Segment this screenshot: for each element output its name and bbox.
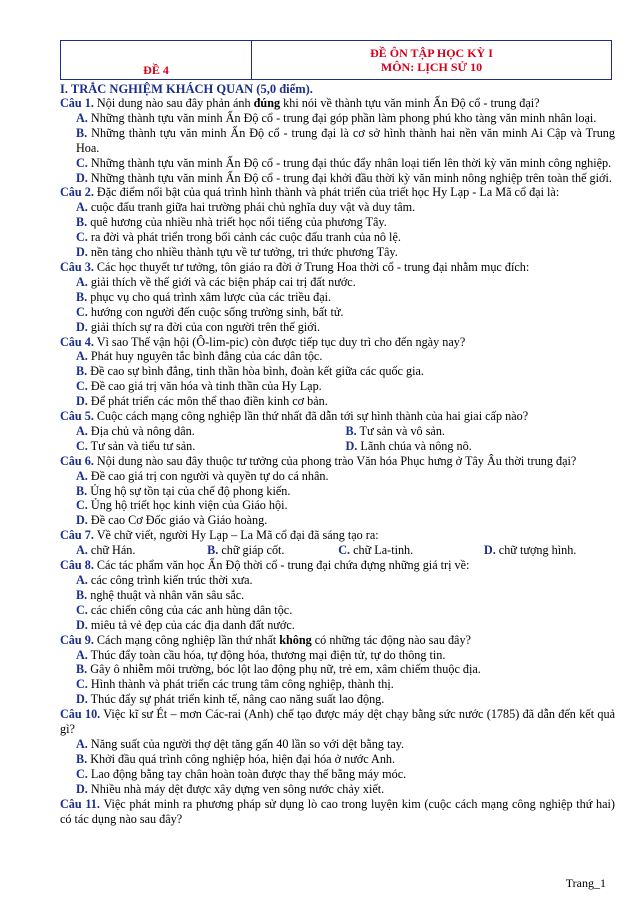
option-letter: A. [76,736,88,751]
option-letter: D. [76,170,88,185]
option-letter: C. [76,230,88,245]
option-letter: A. [76,200,88,215]
option-text: Nhiều nhà máy dệt được xây dựng ven sông nước chảy xiết. [87,781,385,796]
option-letter: A. [76,423,88,438]
question-text: khi nói về thành tựu văn minh Ấn Độ cổ - trung đại? [280,96,540,110]
answer-option-row [60,439,615,454]
answer-option [338,543,484,558]
option-letter: B. [76,662,88,677]
answer-option [60,752,615,767]
answer-option [60,573,615,588]
answer-option [60,215,615,230]
option-letter: A. [76,468,88,483]
answer-option [60,171,615,186]
option-text: Địa chủ và nông dân. [87,423,195,438]
option-text: nghệ thuật và nhân văn sâu sắc. [87,587,245,602]
option-letter: D. [76,513,88,528]
answer-option [60,156,615,171]
question-stem [60,528,615,543]
answer-option [60,111,615,126]
question-text: Các tác phẩm văn học Ấn Độ thời cổ - trung đại chứa đựng những giá trị về: [93,558,470,573]
answer-option-row [60,543,615,558]
question-number: Câu 1. [60,96,94,110]
answer-option [207,543,338,558]
option-text: Tư sản và tiểu tư sản. [87,438,196,453]
answer-option [484,543,615,558]
question-number: Câu 2. [60,185,94,200]
option-letter: B. [345,423,357,438]
question-emphasis: đúng [253,96,281,110]
option-letter: B. [207,543,219,558]
option-text: Đề cao sự bình đẳng, tinh thần hòa bình, đoàn kết giữa các quốc gia. [87,364,424,379]
question-text: Nội dung nào sau đây thuộc tư tưởng của phong trào Văn hóa Phục hưng ở Tây Âu thời trung đại? [93,453,577,468]
option-text: Thúc đẩy toàn cầu hóa, tự động hóa, thương mại điện tử, tự do thông tin. [87,647,446,662]
question-emphasis: không [279,632,312,647]
answer-option [60,737,615,752]
option-letter: D. [76,781,88,796]
option-text: Đề cao giá trị văn hóa và tinh thần của Hy Lạp. [87,379,322,394]
answer-option [346,439,616,454]
option-letter: D. [345,438,358,453]
option-letter: D. [76,617,88,632]
option-text: Những thành tựu văn minh Ấn Độ cổ - trung đại góp phần làm phong phú kho tàng văn minh nhân loại. [87,110,597,125]
option-letter: C. [76,379,88,394]
answer-option [60,349,615,364]
option-letter: D. [76,692,88,707]
answer-option [60,379,615,394]
question-number: Câu 7. [60,528,94,543]
option-letter: D. [76,394,88,409]
exam-header-table [60,40,612,80]
question-text: Về chữ viết, người Hy Lạp – La Mã cổ đại đã sáng tạo ra: [93,528,379,543]
option-text: Khởi đầu quá trình công nghiệp hóa, hiện đại hóa ở nước Anh. [87,751,396,766]
question-text: Cuộc cách mạng công nghiệp lần thứ nhất đã dẫn tới sự hình thành của hai giai cấp nào? [93,409,529,424]
option-text: các công trình kiến trúc thời xưa. [87,573,253,587]
answer-option [76,439,346,454]
question-stem [60,707,615,737]
answer-option [60,320,615,335]
answer-option [60,677,615,692]
question-text: Các học thuyết tư tưởng, tôn giáo ra đời ở Trung Hoa thời cổ - trung đại nhằm mục đích: [93,259,530,274]
answer-option [60,394,615,409]
option-text: Những thành tựu văn minh Ấn Độ cổ - trung đại thúc đẩy nhân loại tiến lên thời kỳ văn minh công nghiệp. [87,155,612,170]
answer-option [60,290,615,305]
option-letter: C. [76,438,88,453]
option-letter: C. [76,304,88,319]
question-text: có những tác động nào sau đây? [311,632,471,647]
answer-option [60,603,615,618]
option-letter: B. [76,289,88,304]
option-letter: B. [76,215,88,230]
option-text: Tư sản và vô sản. [356,423,445,438]
answer-option [60,588,615,603]
option-letter: A. [76,110,88,125]
option-letter: C. [76,766,88,781]
question-text: Vì sao Thế vận hội (Ô-lim-pic) còn được tiếp tục duy trì cho đến ngày nay? [93,334,466,349]
option-text: nền tảng cho nhiều thành tựu về tư tưởng, tri thức phương Tây. [87,245,398,260]
option-text: Những thành tựu văn minh Ấn Độ cổ - trung đại là cơ sở hình thành hai nền văn minh Ai Cập và Trung Hoa. [76,125,615,155]
answer-option [60,305,615,320]
option-text: phục vụ cho quá trình xâm lược của các triều đại. [87,289,332,304]
option-text: Đề cao giá trị con người và quyền tự do cá nhân. [87,468,329,483]
question-text: Đặc điểm nổi bật của quá trình hình thành và phát triển của triết học Hy Lạp - La Mã cổ đại là: [93,185,560,200]
question-number: Câu 4. [60,334,94,349]
option-letter: A. [76,349,88,364]
question-stem [60,633,615,648]
answer-option [60,230,615,245]
option-text: Thúc đẩy sự phát triển kinh tế, nâng cao năng suất lao động. [87,692,385,707]
question-list [60,96,615,826]
question-text: Nội dung nào sau đây phản ánh [93,96,254,110]
option-text: miêu tả vẻ đẹp của các địa danh đất nước. [87,617,295,632]
option-letter: A. [76,573,88,587]
option-letter: A. [76,647,88,662]
option-text: Lao động bằng tay chân hoàn toàn được thay thế bằng máy móc. [87,766,407,781]
question-number: Câu 6. [60,453,94,468]
option-text: chữ Hán. [87,543,136,558]
answer-option [60,200,615,215]
option-letter: D. [76,319,88,334]
option-text: Đề cao Cơ Đốc giáo và Giáo hoàng. [87,513,268,528]
option-text: Những thành tựu văn minh Ấn Độ cổ - trung đại khởi đầu thời kỳ văn minh nông nghiệp trên toàn thế giới. [87,170,612,185]
option-letter: D. [483,543,496,558]
option-text: Phát huy nguyên tắc bình đẳng của các dân tộc. [87,349,323,364]
option-text: Để phát triển các môn thể thao điền kinh cơ bản. [87,394,328,409]
question-stem [60,96,615,111]
answer-option [60,275,615,290]
option-letter: C. [76,155,88,170]
option-letter: B. [76,587,88,602]
answer-option [60,618,615,633]
option-text: Hình thành và phát triển các trung tâm công nghiệp, thành thị. [87,677,394,692]
answer-option [60,245,615,260]
option-text: cuộc đấu tranh giữa hai trường phái chủ nghĩa duy vật và duy tâm. [87,200,416,215]
option-letter: C. [338,543,351,558]
option-letter: A. [76,543,88,558]
answer-option [60,662,615,677]
answer-option [60,469,615,484]
question-number: Câu 3. [60,259,94,274]
exam-page [60,40,615,826]
answer-option [60,484,615,499]
answer-option [60,767,615,782]
section-title: I. TRẮC NGHIỆM KHÁCH QUAN (5,0 điểm). [60,82,313,96]
question-stem [60,260,615,275]
question-text: Cách mạng công nghiệp lần thứ nhất [93,632,280,647]
question-number: Câu 10. [60,707,101,722]
option-text: Ủng hộ triết học kinh viện của Giáo hội. [87,498,288,513]
question-number: Câu 11. [60,796,100,811]
option-text: ra đời và phát triển trong bối cảnh các cuộc đấu tranh của nô lệ. [87,230,401,245]
answer-option [76,424,346,439]
option-letter: B. [76,125,88,140]
page-number: Trang_1 [565,876,606,890]
question-number: Câu 5. [60,409,94,424]
answer-option-row [60,424,615,439]
exam-title: ĐỀ ÔN TẬP HỌC KỲ I [370,46,493,60]
option-text: Gây ô nhiễm môi trường, bóc lột lao động phụ nữ, trẻ em, xâm chiếm thuộc địa. [87,662,481,677]
option-text: các chiến công của các anh hùng dân tộc. [87,602,293,617]
option-text: chữ giáp cốt. [218,543,285,558]
question-stem [60,797,615,827]
answer-option [60,513,615,528]
option-text: Lãnh chúa và nông nô. [357,438,472,453]
question-stem [60,409,615,424]
answer-option [76,543,207,558]
option-letter: D. [76,245,88,260]
option-letter: C. [76,602,88,617]
question-number: Câu 8. [60,558,94,573]
option-text: chữ tượng hình. [495,543,577,558]
exam-code: ĐỀ 4 [61,41,252,80]
answer-option [60,692,615,707]
option-text: giải thích sự ra đời của con người trên thế giới. [87,319,321,334]
question-stem [60,185,615,200]
question-stem [60,558,615,573]
answer-option [60,126,615,156]
option-letter: C. [76,677,88,692]
option-text: Năng suất của người thợ dệt tăng gấn 40 lần so với dệt bằng tay. [87,736,405,751]
option-text: chữ La-tinh. [350,543,414,558]
answer-option [60,498,615,513]
exam-title-cell [252,41,612,80]
option-letter: B. [76,751,88,766]
question-number: Câu 9. [60,632,94,647]
exam-subject: MÔN: LỊCH SỬ 10 [380,60,483,74]
option-letter: A. [76,274,88,289]
question-stem [60,335,615,350]
option-letter: C. [76,498,88,513]
option-letter: B. [76,364,88,379]
option-text: hướng con người đến cuộc sống trường sinh, bất tử. [87,304,344,319]
answer-option [346,424,616,439]
answer-option [60,648,615,663]
answer-option [60,782,615,797]
question-stem [60,454,615,469]
option-letter: B. [76,483,88,498]
option-text: quê hương của nhiều nhà triết học nổi tiếng của phương Tây. [87,215,387,230]
option-text: Ủng hộ sự tồn tại của chế độ phong kiến. [87,483,291,498]
option-text: giải thích về thế giới và các biện pháp cai trị đất nước. [87,274,356,289]
question-text: Việc kĩ sư Ét – mơn Các-rai (Anh) chế tạo được máy dệt chạy bằng sức nước (1785) đã dẫn đến kết quả gì? [60,707,615,737]
question-text: Việc phát minh ra phương pháp sử dụng lò cao trong luyện kim (cuộc cách mạng công nghiệp thứ hai) có tác dụng nào sau đây? [60,796,615,826]
answer-option [60,364,615,379]
